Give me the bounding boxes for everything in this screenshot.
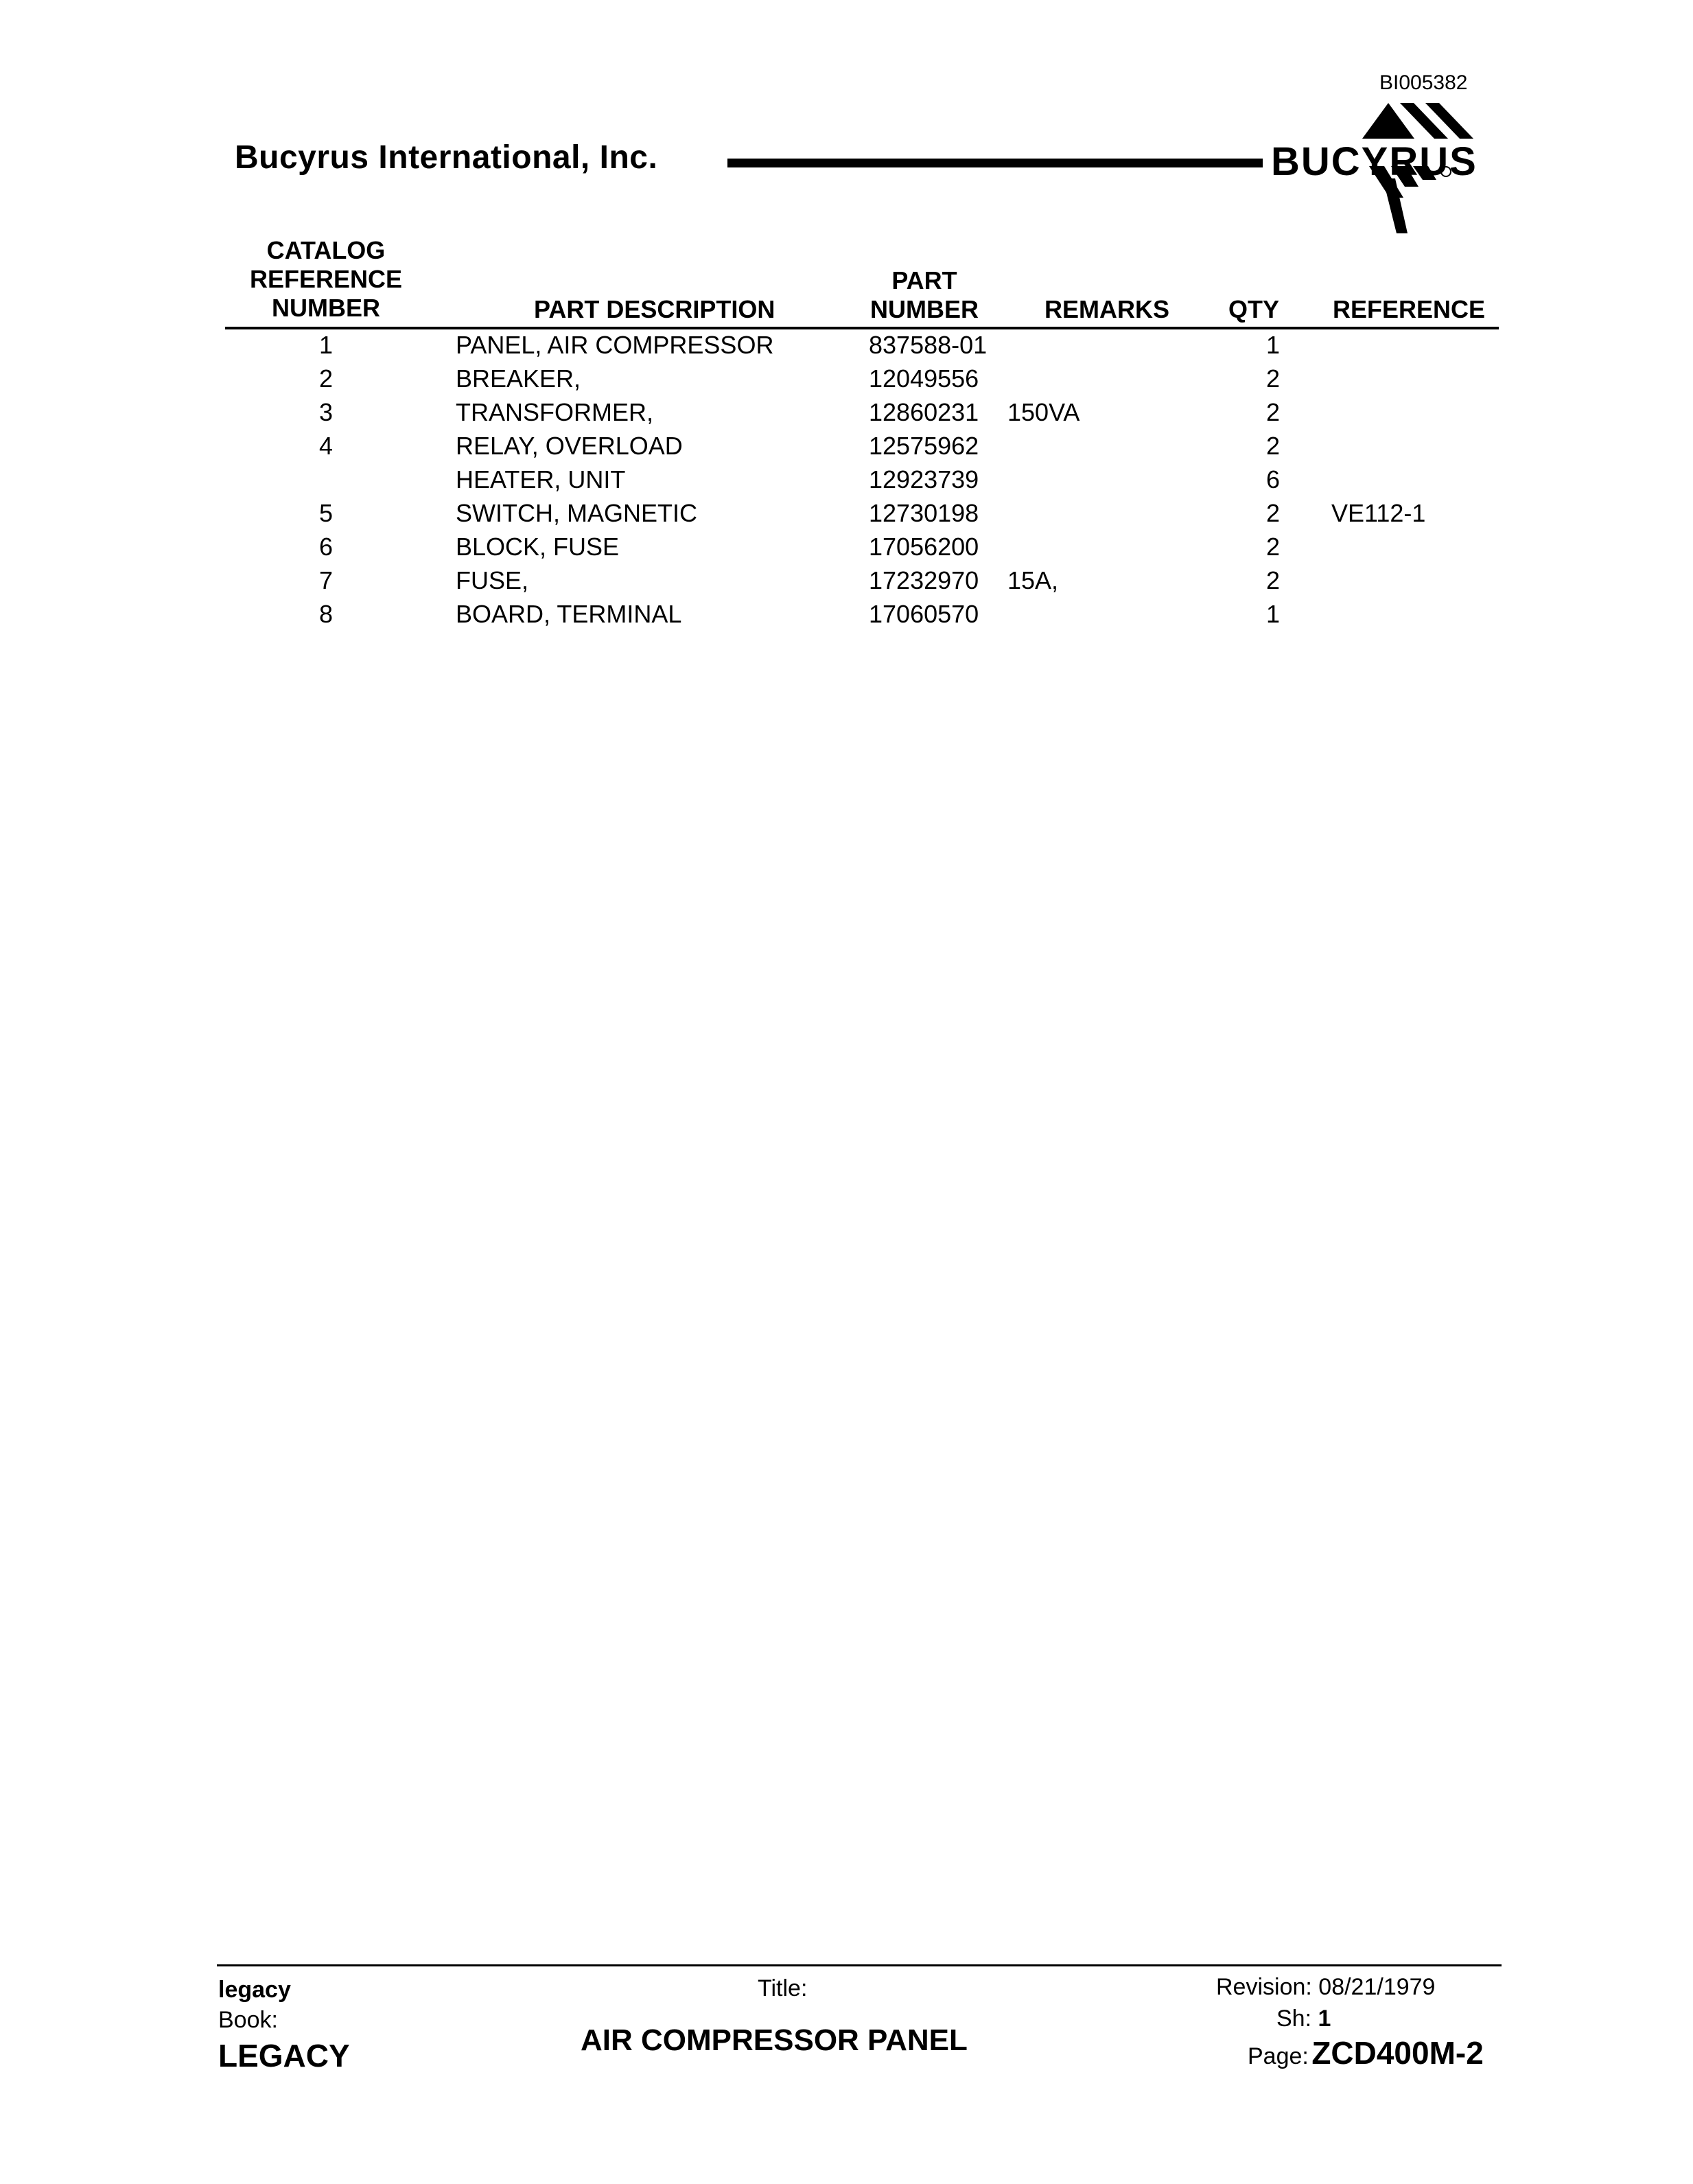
page-label: Page: — [1248, 2043, 1309, 2069]
ref-cell: 6 — [318, 533, 334, 561]
ref-cell: 4 — [318, 432, 334, 460]
table-row — [0, 331, 1693, 365]
footer-revision — [1216, 1974, 1435, 2001]
description-cell: BREAKER, — [456, 364, 581, 393]
description-cell: FUSE, — [456, 566, 529, 594]
part-number-cell: 12730198 — [869, 499, 979, 527]
footer-sheet — [1276, 2006, 1331, 2032]
qty-cell: 2 — [1265, 398, 1281, 426]
part-number-cell: 17060570 — [869, 600, 979, 628]
company-name: Bucyrus International, Inc. — [235, 139, 658, 176]
qty-cell: 1 — [1265, 331, 1281, 359]
reference-cell: VE112-1 — [1331, 499, 1426, 527]
part-number-cell: 12575962 — [869, 432, 979, 460]
footer-book-value: LEGACY — [218, 2038, 350, 2073]
table-header-rule — [225, 327, 1499, 329]
footer-legacy: legacy — [218, 1977, 291, 2003]
column-header-ref: CATALOG REFERENCE NUMBER — [249, 236, 403, 322]
document-id: BI005382 — [1379, 71, 1468, 94]
footer-book-label: Book: — [218, 2007, 278, 2033]
description-cell: PANEL, AIR COMPRESSOR — [456, 331, 774, 359]
ref-cell: 8 — [318, 600, 334, 628]
column-header-description: PART DESCRIPTION — [534, 295, 775, 323]
description-cell: BLOCK, FUSE — [456, 533, 620, 561]
sheet-value: 1 — [1318, 2006, 1331, 2032]
table-row — [0, 398, 1693, 432]
sheet-label: Sh: — [1276, 2006, 1312, 2032]
part-number-cell: 17232970 — [869, 566, 979, 594]
part-number-cell: 12049556 — [869, 364, 979, 393]
description-cell: SWITCH, MAGNETIC — [456, 499, 697, 527]
column-header-reference: REFERENCE — [1333, 295, 1486, 323]
qty-cell: 2 — [1265, 533, 1281, 561]
revision-label: Revision: — [1216, 1974, 1312, 2000]
description-cell: TRANSFORMER, — [456, 398, 653, 426]
description-cell: RELAY, OVERLOAD — [456, 432, 683, 460]
qty-cell: 1 — [1265, 600, 1281, 628]
ref-cell: 3 — [318, 398, 334, 426]
footer-page — [1248, 2034, 1484, 2071]
qty-cell: 2 — [1265, 566, 1281, 594]
part-number-cell: 12860231 — [869, 398, 979, 426]
footer-title-value: AIR COMPRESSOR PANEL — [581, 2023, 968, 2057]
page-value: ZCD400M-2 — [1311, 2035, 1484, 2071]
revision-value: 08/21/1979 — [1318, 1974, 1436, 2000]
part-number-cell: 837588-01 — [869, 331, 988, 359]
ref-cell: 2 — [318, 364, 334, 393]
table-row — [0, 499, 1693, 533]
table-row — [0, 600, 1693, 634]
table-row — [0, 432, 1693, 466]
qty-cell: 6 — [1265, 465, 1281, 493]
ref-cell: 5 — [318, 499, 334, 527]
table-row — [0, 465, 1693, 500]
column-header-remarks: REMARKS — [1044, 295, 1170, 323]
logo-wordmark: BUCYRUS — [1271, 139, 1478, 184]
table-row — [0, 566, 1693, 601]
column-header-part-number: PART NUMBER — [870, 266, 979, 323]
table-row — [0, 533, 1693, 567]
footer-rule — [217, 1964, 1502, 1966]
qty-cell: 2 — [1265, 432, 1281, 460]
remarks-cell: 15A, — [1007, 566, 1059, 594]
column-header-qty: QTY — [1228, 295, 1280, 323]
qty-cell: 2 — [1265, 364, 1281, 393]
table-row — [0, 364, 1693, 399]
footer-title-label: Title: — [758, 1975, 808, 2001]
ref-cell: 7 — [318, 566, 334, 594]
remarks-cell: 150VA — [1007, 398, 1080, 426]
ref-cell: 1 — [318, 331, 334, 359]
description-cell: HEATER, UNIT — [456, 465, 626, 493]
part-number-cell: 12923739 — [869, 465, 979, 493]
part-number-cell: 17056200 — [869, 533, 979, 561]
description-cell: BOARD, TERMINAL — [456, 600, 682, 628]
qty-cell: 2 — [1265, 499, 1281, 527]
header-rule — [727, 159, 1263, 167]
